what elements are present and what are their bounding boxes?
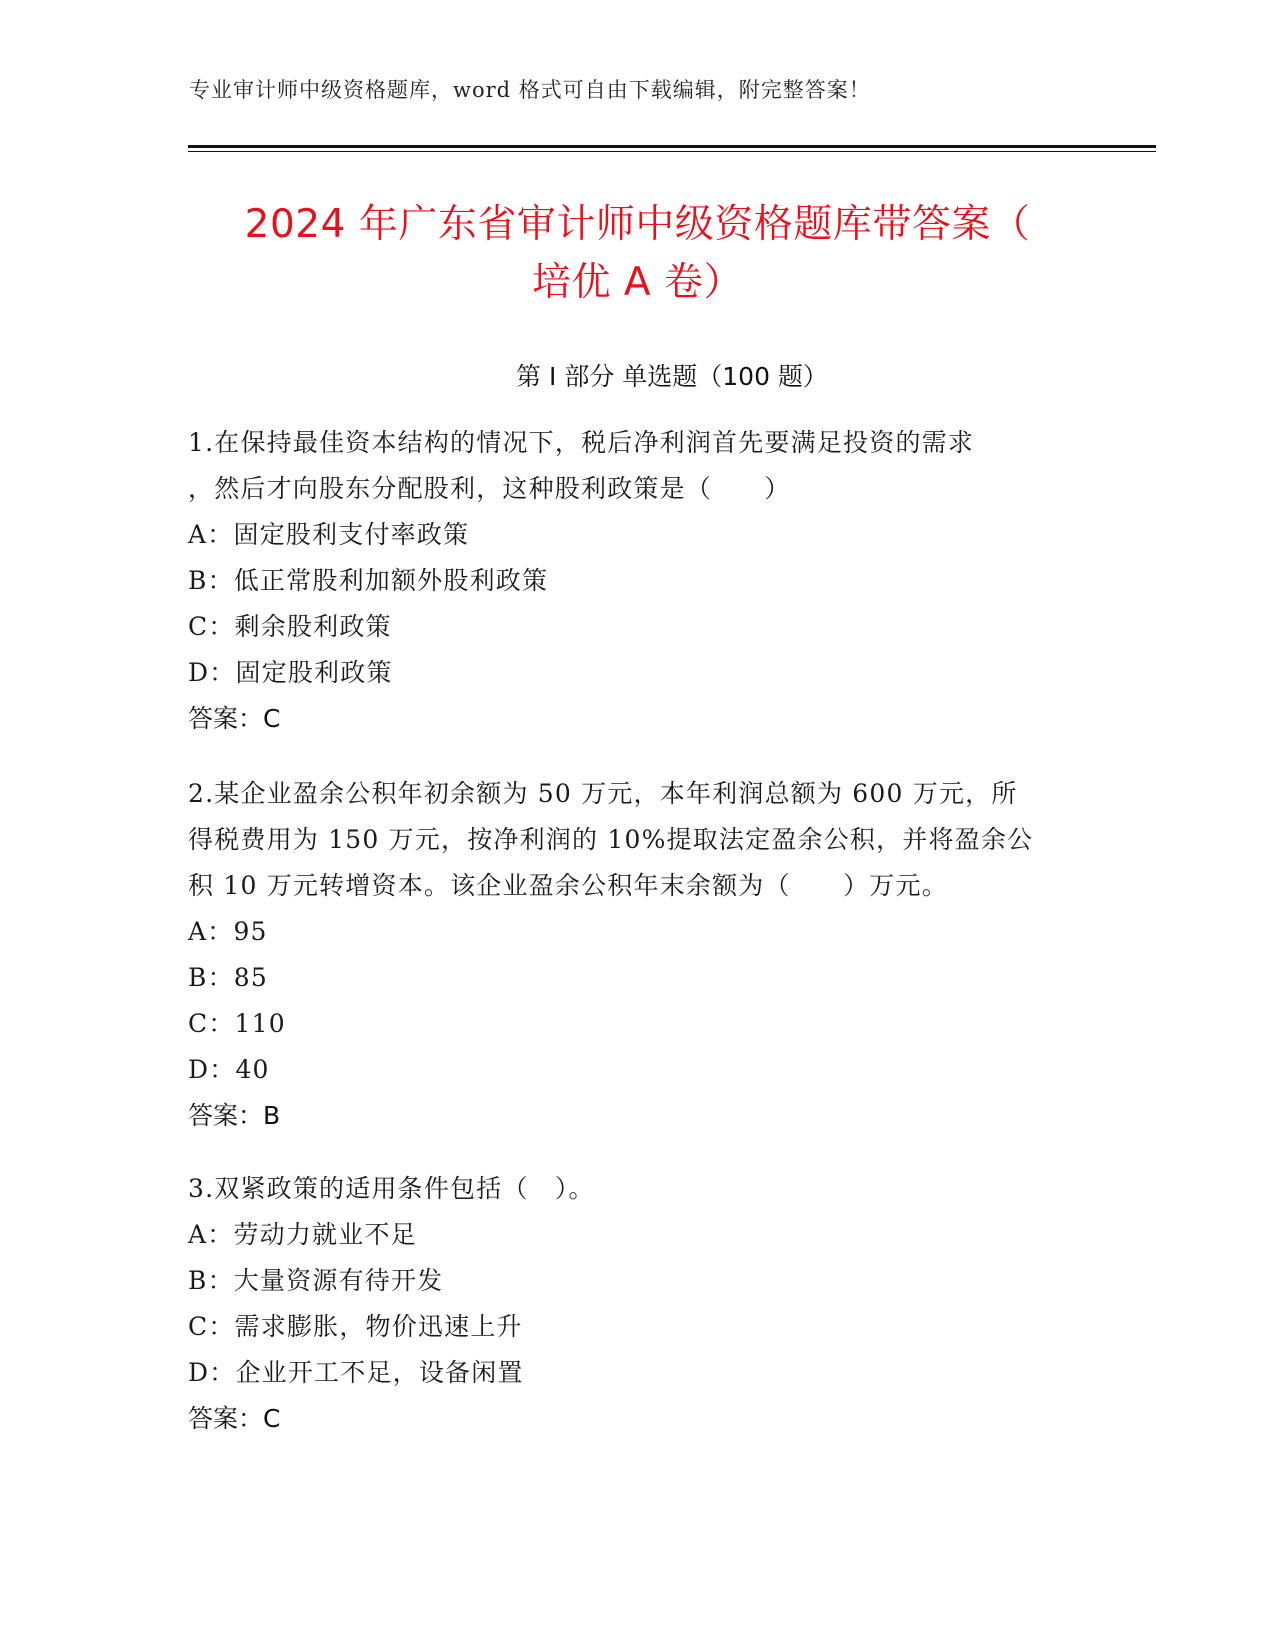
document-title-line-1: 2024 年广东省审计师中级资格题库带答案（ bbox=[244, 202, 1031, 247]
question-stem-line: 积 10 万元转增资本。该企业盈余公积年末余额为（ ）万元。 bbox=[188, 871, 948, 900]
question-stem-line: 3.双紧政策的适用条件包括（ ）。 bbox=[188, 1174, 595, 1203]
option-a: A：95 bbox=[188, 917, 268, 946]
option-d: D：固定股利政策 bbox=[188, 658, 393, 687]
answer: 答案：B bbox=[188, 1101, 281, 1130]
option-a: A：劳动力就业不足 bbox=[188, 1220, 417, 1249]
header-divider-thick bbox=[188, 145, 1156, 148]
answer: 答案：C bbox=[188, 1404, 281, 1433]
header-divider-thin bbox=[188, 151, 1156, 152]
option-d: D：企业开工不足，设备闲置 bbox=[188, 1358, 524, 1387]
question-stem-line: ，然后才向股东分配股利，这种股利政策是（ ） bbox=[188, 474, 791, 503]
option-b: B：85 bbox=[188, 963, 268, 992]
question-3 bbox=[188, 1166, 1088, 1442]
question-stem-line: 2.某企业盈余公积年初余额为 50 万元，本年利润总额为 600 万元，所 bbox=[188, 779, 1018, 808]
option-d: D：40 bbox=[188, 1055, 270, 1084]
option-c: C：110 bbox=[188, 1009, 286, 1038]
option-c: C：需求膨胀，物价迅速上升 bbox=[188, 1312, 523, 1341]
option-a: A：固定股利支付率政策 bbox=[188, 520, 470, 549]
header-note: 专业审计师中级资格题库，word 格式可自由下载编辑，附完整答案！ bbox=[189, 78, 871, 102]
answer: 答案：C bbox=[188, 704, 281, 733]
question-1 bbox=[188, 420, 1088, 742]
section-title: 第 I 部分 单选题（100 题） bbox=[516, 362, 828, 391]
question-stem-line: 得税费用为 150 万元，按净利润的 10%提取法定盈余公积，并将盈余公 bbox=[188, 825, 1034, 854]
document-title bbox=[150, 196, 1125, 312]
question-2 bbox=[188, 771, 1088, 1139]
option-b: B：低正常股利加额外股利政策 bbox=[188, 566, 549, 595]
option-c: C：剩余股利政策 bbox=[188, 612, 392, 641]
document-title-line-2: 培优 A 卷） bbox=[532, 260, 743, 305]
question-stem-line: 1.在保持最佳资本结构的情况下，税后净利润首先要满足投资的需求 bbox=[188, 428, 975, 457]
option-b: B：大量资源有待开发 bbox=[188, 1266, 444, 1295]
